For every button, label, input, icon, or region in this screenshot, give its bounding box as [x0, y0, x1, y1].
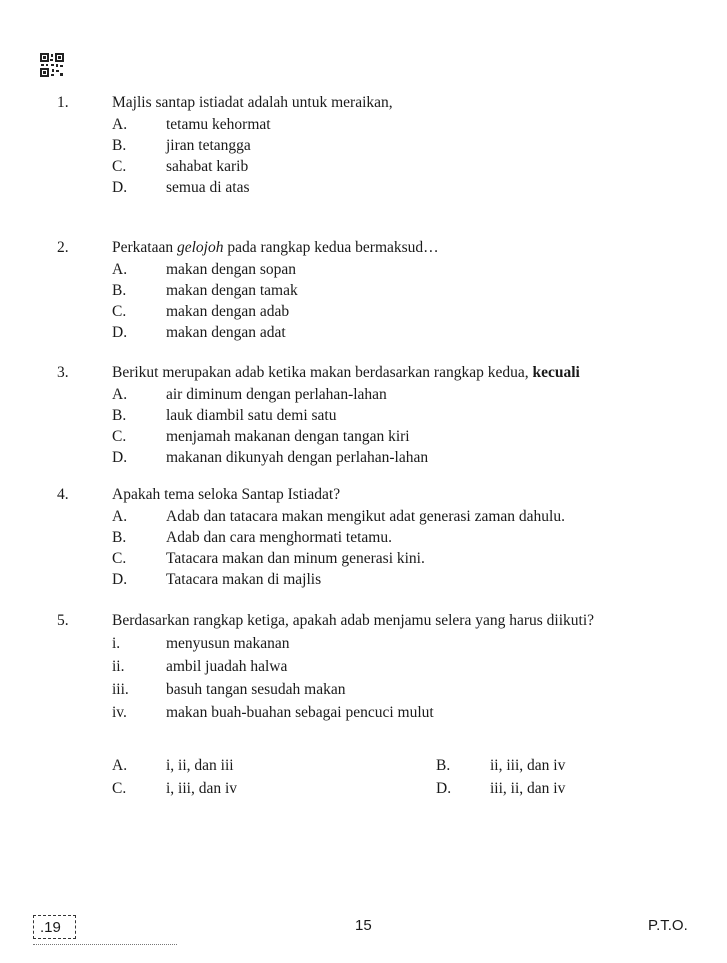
question-stem	[112, 362, 580, 384]
option-letter: B.	[436, 757, 451, 774]
pto-label: P.T.O.	[648, 917, 688, 934]
question-stem: Apakah tema seloka Santap Istiadat?	[112, 486, 341, 503]
question-3	[0, 362, 727, 468]
option-b	[0, 280, 727, 301]
statement-iv	[0, 701, 727, 724]
option-b	[0, 135, 727, 156]
option-text: makan dengan adat	[166, 324, 286, 341]
option-text: makan dengan tamak	[166, 282, 298, 299]
option-letter: D.	[436, 780, 452, 797]
option-d	[0, 447, 727, 468]
answer-row	[0, 777, 727, 800]
option-letter: B.	[112, 529, 127, 546]
option-text: i, iii, dan iv	[166, 780, 238, 797]
option-text: makan dengan adab	[166, 303, 290, 320]
question-number: 4.	[57, 486, 69, 503]
question-number: 5.	[57, 612, 69, 629]
option-text: lauk diambil satu demi satu	[166, 407, 337, 424]
question-number: 1.	[57, 94, 69, 111]
option-letter: D.	[112, 449, 128, 466]
question-5	[0, 610, 727, 800]
option-letter: C.	[112, 780, 127, 797]
option-letter: D.	[112, 324, 128, 341]
option-letter: B.	[112, 137, 127, 154]
question-1	[0, 92, 727, 198]
stem-italic-word: gelojoh	[176, 239, 224, 256]
option-text: makan dengan sopan	[166, 261, 296, 278]
option-letter: A.	[112, 116, 128, 133]
option-letter: A.	[112, 757, 128, 774]
option-a	[0, 506, 727, 527]
option-text: air diminum dengan perlahan-lahan	[166, 386, 387, 403]
stem-text: Berikut merupakan adab ketika makan berdasarkan rangkap kedua,	[112, 364, 533, 381]
option-letter: C.	[112, 428, 127, 445]
option-d	[0, 569, 727, 590]
option-letter: B.	[112, 282, 127, 299]
question-number: 2.	[57, 239, 69, 256]
option-text: i, ii, dan iii	[166, 757, 234, 774]
stem-text: pada rangkap kedua bermaksud…	[223, 239, 439, 256]
option-b	[0, 405, 727, 426]
option-text: menjamah makanan dengan tangan kiri	[166, 428, 410, 445]
statement-roman: iv.	[112, 704, 127, 721]
statement-text: basuh tangan sesudah makan	[166, 681, 346, 698]
option-text: sahabat karib	[166, 158, 249, 175]
option-text: semua di atas	[166, 179, 250, 196]
question-2	[0, 237, 727, 343]
option-letter: A.	[112, 386, 128, 403]
statement-ii	[0, 655, 727, 678]
option-d	[0, 322, 727, 343]
option-text: ii, iii, dan iv	[490, 757, 566, 774]
question-stem	[112, 237, 439, 259]
option-text: Tatacara makan dan minum generasi kini.	[166, 550, 425, 567]
question-stem: Berdasarkan rangkap ketiga, apakah adab menjamu selera yang harus diikuti?	[112, 612, 595, 629]
option-letter: C.	[112, 158, 127, 175]
option-text: jiran tetangga	[166, 137, 251, 154]
statement-text: menyusun makanan	[166, 635, 290, 652]
statement-i	[0, 632, 727, 655]
statement-text: ambil juadah halwa	[166, 658, 288, 675]
option-text: iii, ii, dan iv	[490, 780, 566, 797]
option-a	[0, 259, 727, 280]
statement-roman: iii.	[112, 681, 129, 698]
stem-bold-word: kecuali	[532, 364, 580, 381]
option-letter: A.	[112, 261, 128, 278]
statement-roman: i.	[112, 635, 121, 652]
paper-code: .19	[33, 915, 76, 939]
option-letter: B.	[112, 407, 127, 424]
option-c	[0, 301, 727, 322]
footer-divider	[33, 944, 177, 945]
statement-iii	[0, 678, 727, 701]
option-text: Tatacara makan di majlis	[166, 571, 322, 588]
option-a	[0, 384, 727, 405]
question-number: 3.	[57, 364, 69, 381]
option-a	[0, 114, 727, 135]
option-letter: D.	[112, 571, 128, 588]
question-stem: Majlis santap istiadat adalah untuk meraikan,	[112, 94, 393, 111]
qr-code-icon	[40, 53, 64, 77]
option-d	[0, 177, 727, 198]
option-c	[0, 548, 727, 569]
stem-text: Perkataan	[112, 239, 177, 256]
option-b	[0, 527, 727, 548]
option-letter: C.	[112, 303, 127, 320]
option-letter: D.	[112, 179, 128, 196]
option-c	[0, 156, 727, 177]
option-letter: C.	[112, 550, 127, 567]
option-text: Adab dan cara menghormati tetamu.	[166, 529, 392, 546]
page-number: 15	[355, 917, 372, 934]
option-c	[0, 426, 727, 447]
answer-row	[0, 754, 727, 777]
question-4	[0, 484, 727, 590]
option-text: tetamu kehormat	[166, 116, 271, 133]
page-footer	[0, 914, 727, 944]
option-letter: A.	[112, 508, 128, 525]
statement-text: makan buah-buahan sebagai pencuci mulut	[166, 704, 434, 721]
option-text: Adab dan tatacara makan mengikut adat generasi zaman dahulu.	[166, 508, 565, 525]
statement-roman: ii.	[112, 658, 125, 675]
option-text: makanan dikunyah dengan perlahan-lahan	[166, 449, 429, 466]
